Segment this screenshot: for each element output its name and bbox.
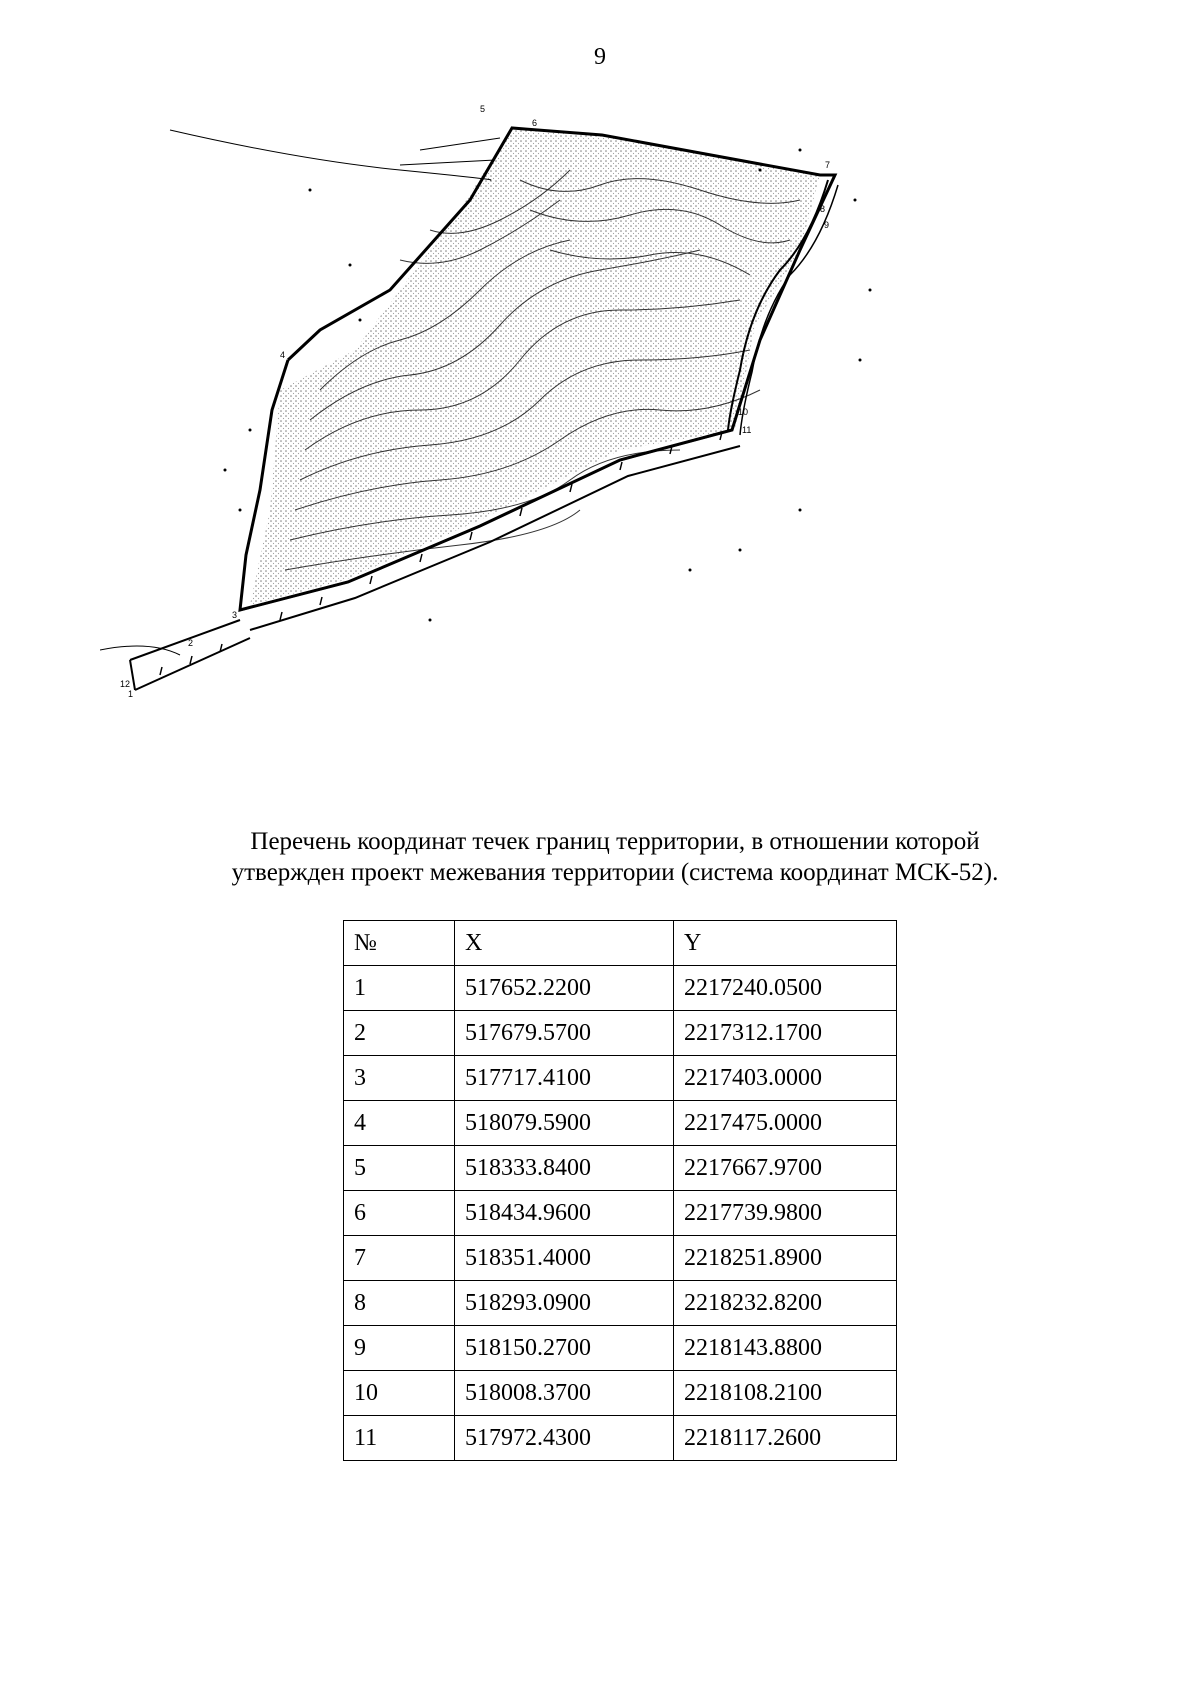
table-row [344,1281,897,1326]
table-row [344,1056,897,1101]
cell-y: 2218117.2600 [674,1416,897,1461]
cell-x: 518008.3700 [455,1371,674,1416]
caption-line-1: Перечень координат течек границ территории, в отношении которой [250,828,980,855]
cell-y: 2217240.0500 [674,966,897,1011]
cell-x: 518434.9600 [455,1191,674,1236]
cell-y: 2218232.8200 [674,1281,897,1326]
point-label-10: 10 [738,407,749,417]
header-y: Y [674,921,897,966]
table-row [344,1146,897,1191]
table-row [344,1011,897,1056]
table-row [344,1236,897,1281]
point-label-3: 3 [232,610,238,620]
cell-number: 10 [344,1371,455,1416]
cell-y: 2218251.8900 [674,1236,897,1281]
table-row [344,1416,897,1461]
header-x: X [455,921,674,966]
survey-plan-figure [100,90,930,760]
cell-x: 518150.2700 [455,1326,674,1371]
cell-y: 2217403.0000 [674,1056,897,1101]
cell-x: 518333.8400 [455,1146,674,1191]
table-caption [160,826,1070,888]
cell-x: 517652.2200 [455,966,674,1011]
cell-number: 4 [344,1101,455,1146]
cell-y: 2218143.8800 [674,1326,897,1371]
cell-x: 518293.0900 [455,1281,674,1326]
table-row [344,1371,897,1416]
cell-x: 518351.4000 [455,1236,674,1281]
cell-x: 517972.4300 [455,1416,674,1461]
cell-x: 518079.5900 [455,1101,674,1146]
point-label-9: 9 [824,220,830,230]
point-label-12: 12 [120,679,131,689]
table-row [344,1101,897,1146]
header-number: № [344,921,455,966]
cell-y: 2218108.2100 [674,1371,897,1416]
point-label-5: 5 [480,104,486,114]
cell-y: 2217475.0000 [674,1101,897,1146]
point-label-1: 1 [128,689,134,699]
cell-number: 9 [344,1326,455,1371]
point-label-4: 4 [280,350,286,360]
point-label-7: 7 [825,160,831,170]
cell-x: 517679.5700 [455,1011,674,1056]
table-row [344,1191,897,1236]
cell-number: 3 [344,1056,455,1101]
coordinates-table [343,920,897,1461]
point-label-2: 2 [188,638,194,648]
cell-y: 2217312.1700 [674,1011,897,1056]
cell-y: 2217667.9700 [674,1146,897,1191]
cell-x: 517717.4100 [455,1056,674,1101]
cell-number: 5 [344,1146,455,1191]
cell-number: 6 [344,1191,455,1236]
survey-plan-drawing [100,90,930,760]
cell-number: 11 [344,1416,455,1461]
table-row [344,966,897,1011]
point-label-6: 6 [532,118,538,128]
page-number: 9 [594,44,606,70]
cell-number: 1 [344,966,455,1011]
cell-number: 2 [344,1011,455,1056]
table-header-row [344,921,897,966]
table-row [344,1326,897,1371]
cell-number: 8 [344,1281,455,1326]
cell-y: 2217739.9800 [674,1191,897,1236]
point-label-8: 8 [820,204,826,214]
point-label-11: 11 [742,425,752,435]
caption-line-2: утвержден проект межевания территории (система координат МСК-52). [231,859,999,886]
cell-number: 7 [344,1236,455,1281]
